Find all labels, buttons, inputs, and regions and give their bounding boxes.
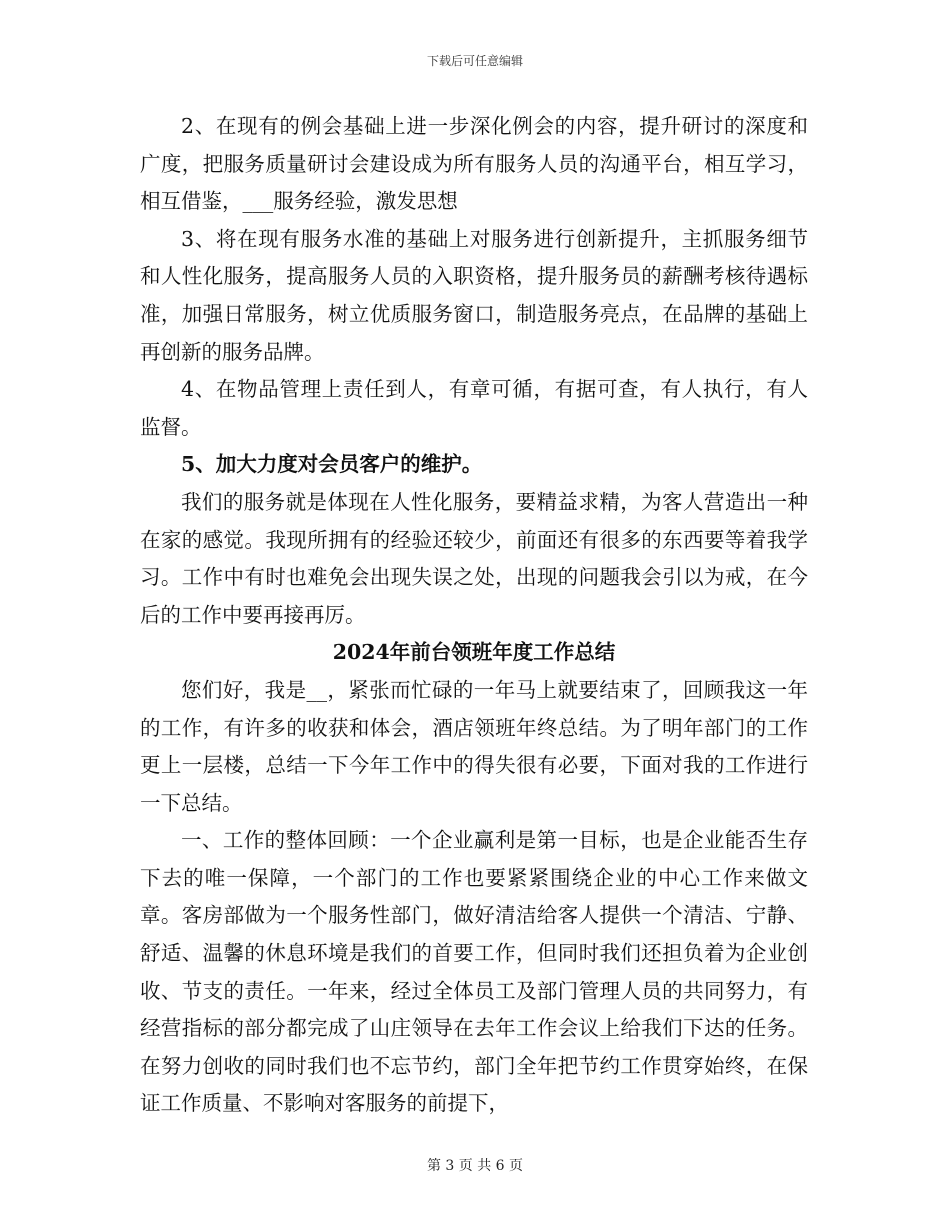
document-body — [140, 108, 808, 1123]
paragraph-item-4: 4、在物品管理上责任到人，有章可循，有据可查，有人执行，有人监督。 — [140, 377, 808, 439]
paragraph-item-5-heading: 5、加大力度对会员客户的维护。 — [181, 452, 483, 477]
paragraph-greeting: 您们好，我是__，紧张而忙碌的一年马上就要结束了，回顾我这一年的工作，有许多的收获和体会，酒店领班年终总结。为了明年部门的工作更上一层楼，总结一下今年工作中的得失很有必要，下面对我的工作进行一下总结。 — [140, 677, 808, 815]
paragraph-item-2: 2、在现有的例会基础上进一步深化例会的内容，提升研讨的深度和广度，把服务质量研讨会建设成为所有服务人员的沟通平台，相互学习，相互借鉴，___服务经验，激发思想 — [140, 114, 808, 214]
page-header-note: 下载后可任意编辑 — [426, 54, 523, 68]
paragraph-review: 一、工作的整体回顾：一个企业赢利是第一目标，也是企业能否生存下去的唯一保障，一个部门的工作也要紧紧围绕企业的中心工作来做文章。客房部做为一个服务性部门，做好清洁给客人提供一个清洁、宁静、舒适、温馨的休息环境是我们的首要工作，但同时我们还担负着为企业创收、节支的责任。一年来，经过全体员工及部门管理人员的共同努力，有经营指标的部分都完成了山庄领导在去年工作会议上给我们下达的任务。在努力创收的同时我们也不忘节约，部门全年把节约工作贯穿始终，在保证工作质量、不影响对客服务的前提下， — [140, 828, 808, 1116]
paragraph-conclusion: 我们的服务就是体现在人性化服务，要精益求精，为客人营造出一种在家的感觉。我现所拥有的经验还较少，前面还有很多的东西要等着我学习。工作中有时也难免会出现失误之处，出现的问题我会引以为戒，在今后的工作中要再接再厉。 — [140, 489, 808, 627]
page-number: 第 3 页 共 6 页 — [426, 1158, 524, 1174]
paragraph-item-3: 3、将在现有服务水准的基础上对服务进行创新提升，主抓服务细节和人性化服务，提高服务人员的入职资格，提升服务员的薪酬考核待遇标准，加强日常服务，树立优质服务窗口，制造服务亮点，在品牌的基础上再创新的服务品牌。 — [140, 226, 808, 364]
section-title: 2024年前台领班年度工作总结 — [332, 640, 616, 665]
